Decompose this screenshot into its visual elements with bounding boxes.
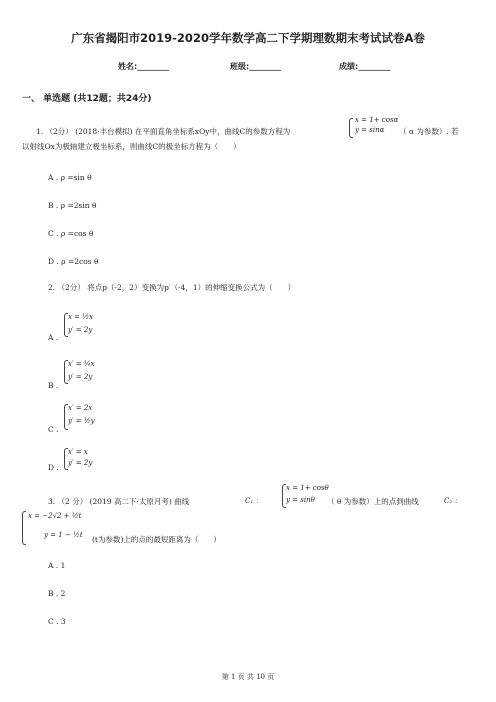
page-footer: 第 1 页 共 10 页	[221, 673, 275, 681]
q2-option-a-label[interactable]: A .	[48, 333, 59, 342]
q2-option-c-eq2: y′ = ½y	[68, 417, 95, 425]
q2-option-b-label[interactable]: B .	[48, 381, 59, 390]
q3-option-b[interactable]: B . 2	[48, 589, 66, 598]
q2-option-a-eq2: y′ = 2y	[68, 326, 93, 334]
exam-title: 广东省揭阳市2019-2020学年数学高二下学期理数期末考试试卷A卷	[71, 31, 425, 45]
q2-option-c-label[interactable]: C .	[48, 425, 59, 434]
q3-c2-brace	[22, 511, 26, 545]
q3-stem-part2: （ θ 为参数）上的点到曲线	[327, 497, 419, 506]
q1-param-note: （ α 为参数）. 若	[399, 127, 459, 136]
q1-option-d[interactable]: D . ρ =2cos θ	[48, 257, 99, 266]
q2-option-a-eq1: x = ½x	[68, 313, 93, 321]
q2-option-d-eq2: y′ = 2y	[68, 459, 93, 467]
q3-option-c[interactable]: C . 3	[48, 617, 66, 626]
q3-stem-part1: 3. （2 分） (2019 高二下·太原月考) 曲线	[48, 497, 190, 506]
q3-c2-eq2: y = 1 − ½t	[44, 531, 83, 539]
q2-option-b-eq2: y′ = 2y	[68, 373, 93, 381]
q3-c2-eq1: x = −2√2 + ½t	[28, 512, 82, 520]
q2-stem: 2. （2分） 将点p（-2，2）变换为p′（-4，1）的伸缩变换公式为（ ）	[48, 283, 296, 292]
q1-eq-y: y = sinα	[355, 126, 385, 134]
name-field-label: 姓名:________	[118, 62, 170, 71]
q3-c1-eq1: x = 1+ cosθ	[286, 484, 329, 492]
q1-stem-line1: 1. （2分） (2018·丰台模拟) 在平面直角坐标系xOy中，曲线C的参数方程为	[36, 127, 291, 136]
q1-option-b[interactable]: B . ρ =2sin θ	[48, 201, 97, 210]
q2-option-d-eq1: x′ = x	[68, 448, 88, 456]
q1-brace	[349, 118, 353, 138]
class-field-label: 班级:________	[230, 62, 282, 71]
score-field-label: 成绩:________	[339, 62, 391, 71]
q1-stem-line2: 以射线Ox为极轴建立极坐标系，则曲线C的极坐标方程为（ ）	[22, 142, 241, 151]
q1-option-c[interactable]: C . ρ =cos θ	[48, 229, 94, 238]
q3-c2-label: C₂ ：	[444, 497, 462, 505]
q3-c1-eq2: y = sinθ	[286, 496, 315, 504]
section-heading: 一、 单选题 (共12题；共24分)	[22, 94, 152, 104]
q3-c1-label: C₁ ：	[245, 497, 263, 505]
q3-option-a[interactable]: A . 1	[48, 561, 66, 570]
q2-option-c-eq1: x′ = 2x	[68, 404, 93, 412]
q2-option-b-eq1: x′ = ¼x	[68, 360, 95, 368]
q1-option-a[interactable]: A . ρ =sin θ	[48, 173, 92, 182]
q2-option-d-label[interactable]: D .	[48, 463, 59, 472]
q3-stem-part3: (t为参数)上的点的最短距离为（ ）	[92, 535, 221, 544]
q1-eq-x: x = 1+ cosα	[355, 116, 399, 124]
